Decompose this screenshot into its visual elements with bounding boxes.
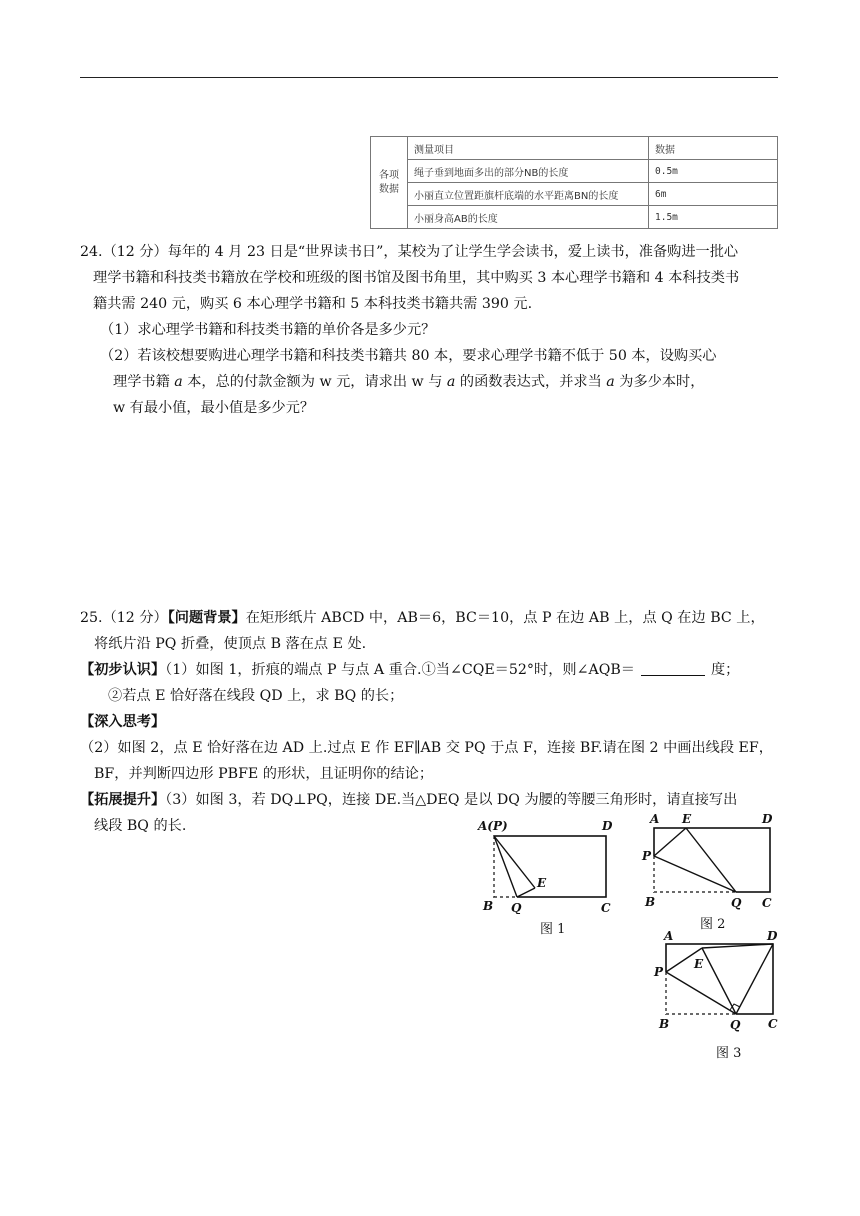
- measurement-table: [370, 136, 778, 229]
- table-cell-value: 0.5m: [649, 160, 778, 183]
- q25-text: （1）如图 1，折痕的端点 P 与点 A 重合.①当∠CQE＝52°时，则∠AQB＝: [165, 662, 635, 678]
- q25-text: 在矩形纸片 ABCD 中，AB＝6，BC＝10，点 P 在边 AB 上，点 Q 在边 BC 上，: [245, 610, 765, 626]
- fold-line-pq: [654, 856, 736, 892]
- q25-number: 25.（12 分）: [80, 610, 168, 626]
- variable-a: a: [446, 374, 456, 390]
- q24-line-7: w 有最小值，最小值是多少元？: [113, 400, 315, 416]
- figure-3-caption: 图 3: [716, 1046, 742, 1061]
- table-cell-item: 绳子垂到地面多出的部分NB的长度: [408, 160, 649, 183]
- segment-eq: [686, 828, 736, 892]
- q24-line-1: 24.（12 分）每年的 4 月 23 日是“世界读书日”，某校为了让学生学会读书，爱上读书，准备购进一批心: [80, 244, 739, 260]
- label-q: Q: [730, 1018, 741, 1032]
- q24-line-3: 籍共需 240 元，购买 6 本心理学书籍和 5 本科技类书籍共需 390 元.: [93, 296, 533, 312]
- figure-1: [474, 814, 624, 914]
- section-tag: 【初步认识】: [80, 662, 166, 678]
- table-cell-value: 1.5m: [649, 206, 778, 229]
- q24-line-6: [113, 372, 704, 392]
- variable-a: a: [174, 374, 183, 390]
- table-row: [371, 206, 778, 229]
- label-c: C: [762, 896, 772, 910]
- fold-line-pq: [494, 836, 517, 897]
- q25-text: （3）如图 3，若 DQ⊥PQ，连接 DE.当△DEQ 是以 DQ 为腰的等腰三角形时，请直接写出: [165, 792, 738, 808]
- table-row: [371, 183, 778, 206]
- q25-line-8: [80, 790, 737, 810]
- section-tag: 【拓展提升】: [80, 792, 166, 808]
- q25-line-9: 线段 BQ 的长.: [94, 818, 187, 834]
- section-tag: 【问题背景】: [167, 610, 246, 626]
- label-d: D: [602, 819, 613, 833]
- side-label-line-1: 各项: [379, 169, 399, 181]
- q24-text: 为多少本时，: [614, 374, 705, 390]
- q24-line-2: 理学书籍和科技类书籍放在学校和班级的图书馆及图书角里，其中购买 3 本心理学书籍和 4 本科技类书: [93, 270, 740, 286]
- label-d: D: [767, 929, 778, 943]
- label-p: P: [642, 849, 652, 863]
- q24-text: 的函数表达式，并求当: [455, 374, 607, 390]
- variable-a: a: [606, 374, 615, 390]
- label-e: E: [537, 876, 547, 890]
- segment-dq: [736, 944, 773, 1014]
- figure-2-caption: 图 2: [700, 917, 726, 932]
- section-tag: 【深入思考】: [80, 714, 166, 730]
- table-row: [371, 160, 778, 183]
- label-a: A: [650, 812, 660, 826]
- label-c: C: [601, 901, 611, 914]
- q25-line-1: [80, 608, 765, 628]
- q24-text: 理学书籍: [113, 374, 175, 390]
- q24-part-2: （2）若该校想要购进心理学书籍和科技类书籍共 80 本，要求心理学书籍不低于 50 本，设购买心: [100, 348, 717, 364]
- rectangle: [654, 828, 770, 892]
- label-q: Q: [511, 901, 522, 914]
- figure-1-caption: 图 1: [540, 922, 566, 937]
- table-cell-item: 小丽直立位置距旗杆底端的水平距离BN的长度: [408, 183, 649, 206]
- table-row: [371, 137, 778, 160]
- label-q: Q: [731, 896, 742, 910]
- segment-qe: [517, 888, 535, 897]
- figure-3: [650, 928, 790, 1038]
- label-e: E: [682, 812, 692, 826]
- q25-line-7: BF，并判断四边形 PBFE 的形状，且证明你的结论；: [94, 766, 434, 782]
- label-b: B: [645, 895, 656, 909]
- table-cell-item: 小丽身高AB的长度: [408, 206, 649, 229]
- figure-2: [638, 812, 788, 912]
- segment-ae: [494, 836, 535, 888]
- table-header-value: 数据: [649, 137, 778, 160]
- q24-part-1: （1）求心理学书籍和科技类书籍的单价各是多少元？: [100, 322, 436, 338]
- q25-text: 度；: [710, 662, 740, 678]
- label-p: P: [654, 965, 664, 979]
- label-c: C: [768, 1017, 778, 1031]
- label-b: B: [659, 1017, 670, 1031]
- table-side-label: [371, 137, 408, 229]
- q25-line-4: ②若点 E 恰好落在线段 QD 上，求 BQ 的长；: [108, 688, 404, 704]
- header-rule: [80, 77, 778, 78]
- label-a-p: A(P): [478, 819, 508, 833]
- table-header-item: 测量项目: [408, 137, 649, 160]
- q25-line-3: [80, 660, 739, 680]
- answer-blank: [641, 661, 705, 676]
- label-e: E: [694, 957, 704, 971]
- label-a: A: [664, 929, 674, 943]
- q25-line-2: 将纸片沿 PQ 折叠，使顶点 B 落在点 E 处.: [94, 636, 367, 652]
- label-d: D: [762, 812, 773, 826]
- side-label-line-2: 数据: [379, 183, 399, 195]
- rectangle: [494, 836, 606, 897]
- label-b: B: [483, 899, 494, 913]
- segment-pe: [654, 828, 686, 856]
- table-cell-value: 6m: [649, 183, 778, 206]
- q24-text: 本，总的付款金额为 w 元，请求出 w 与: [182, 374, 447, 390]
- q25-line-6: （2）如图 2，点 E 恰好落在边 AD 上.过点 E 作 EF∥AB 交 PQ 于点 F，连接 BF.请在图 2 中画出线段 EF，: [80, 740, 773, 756]
